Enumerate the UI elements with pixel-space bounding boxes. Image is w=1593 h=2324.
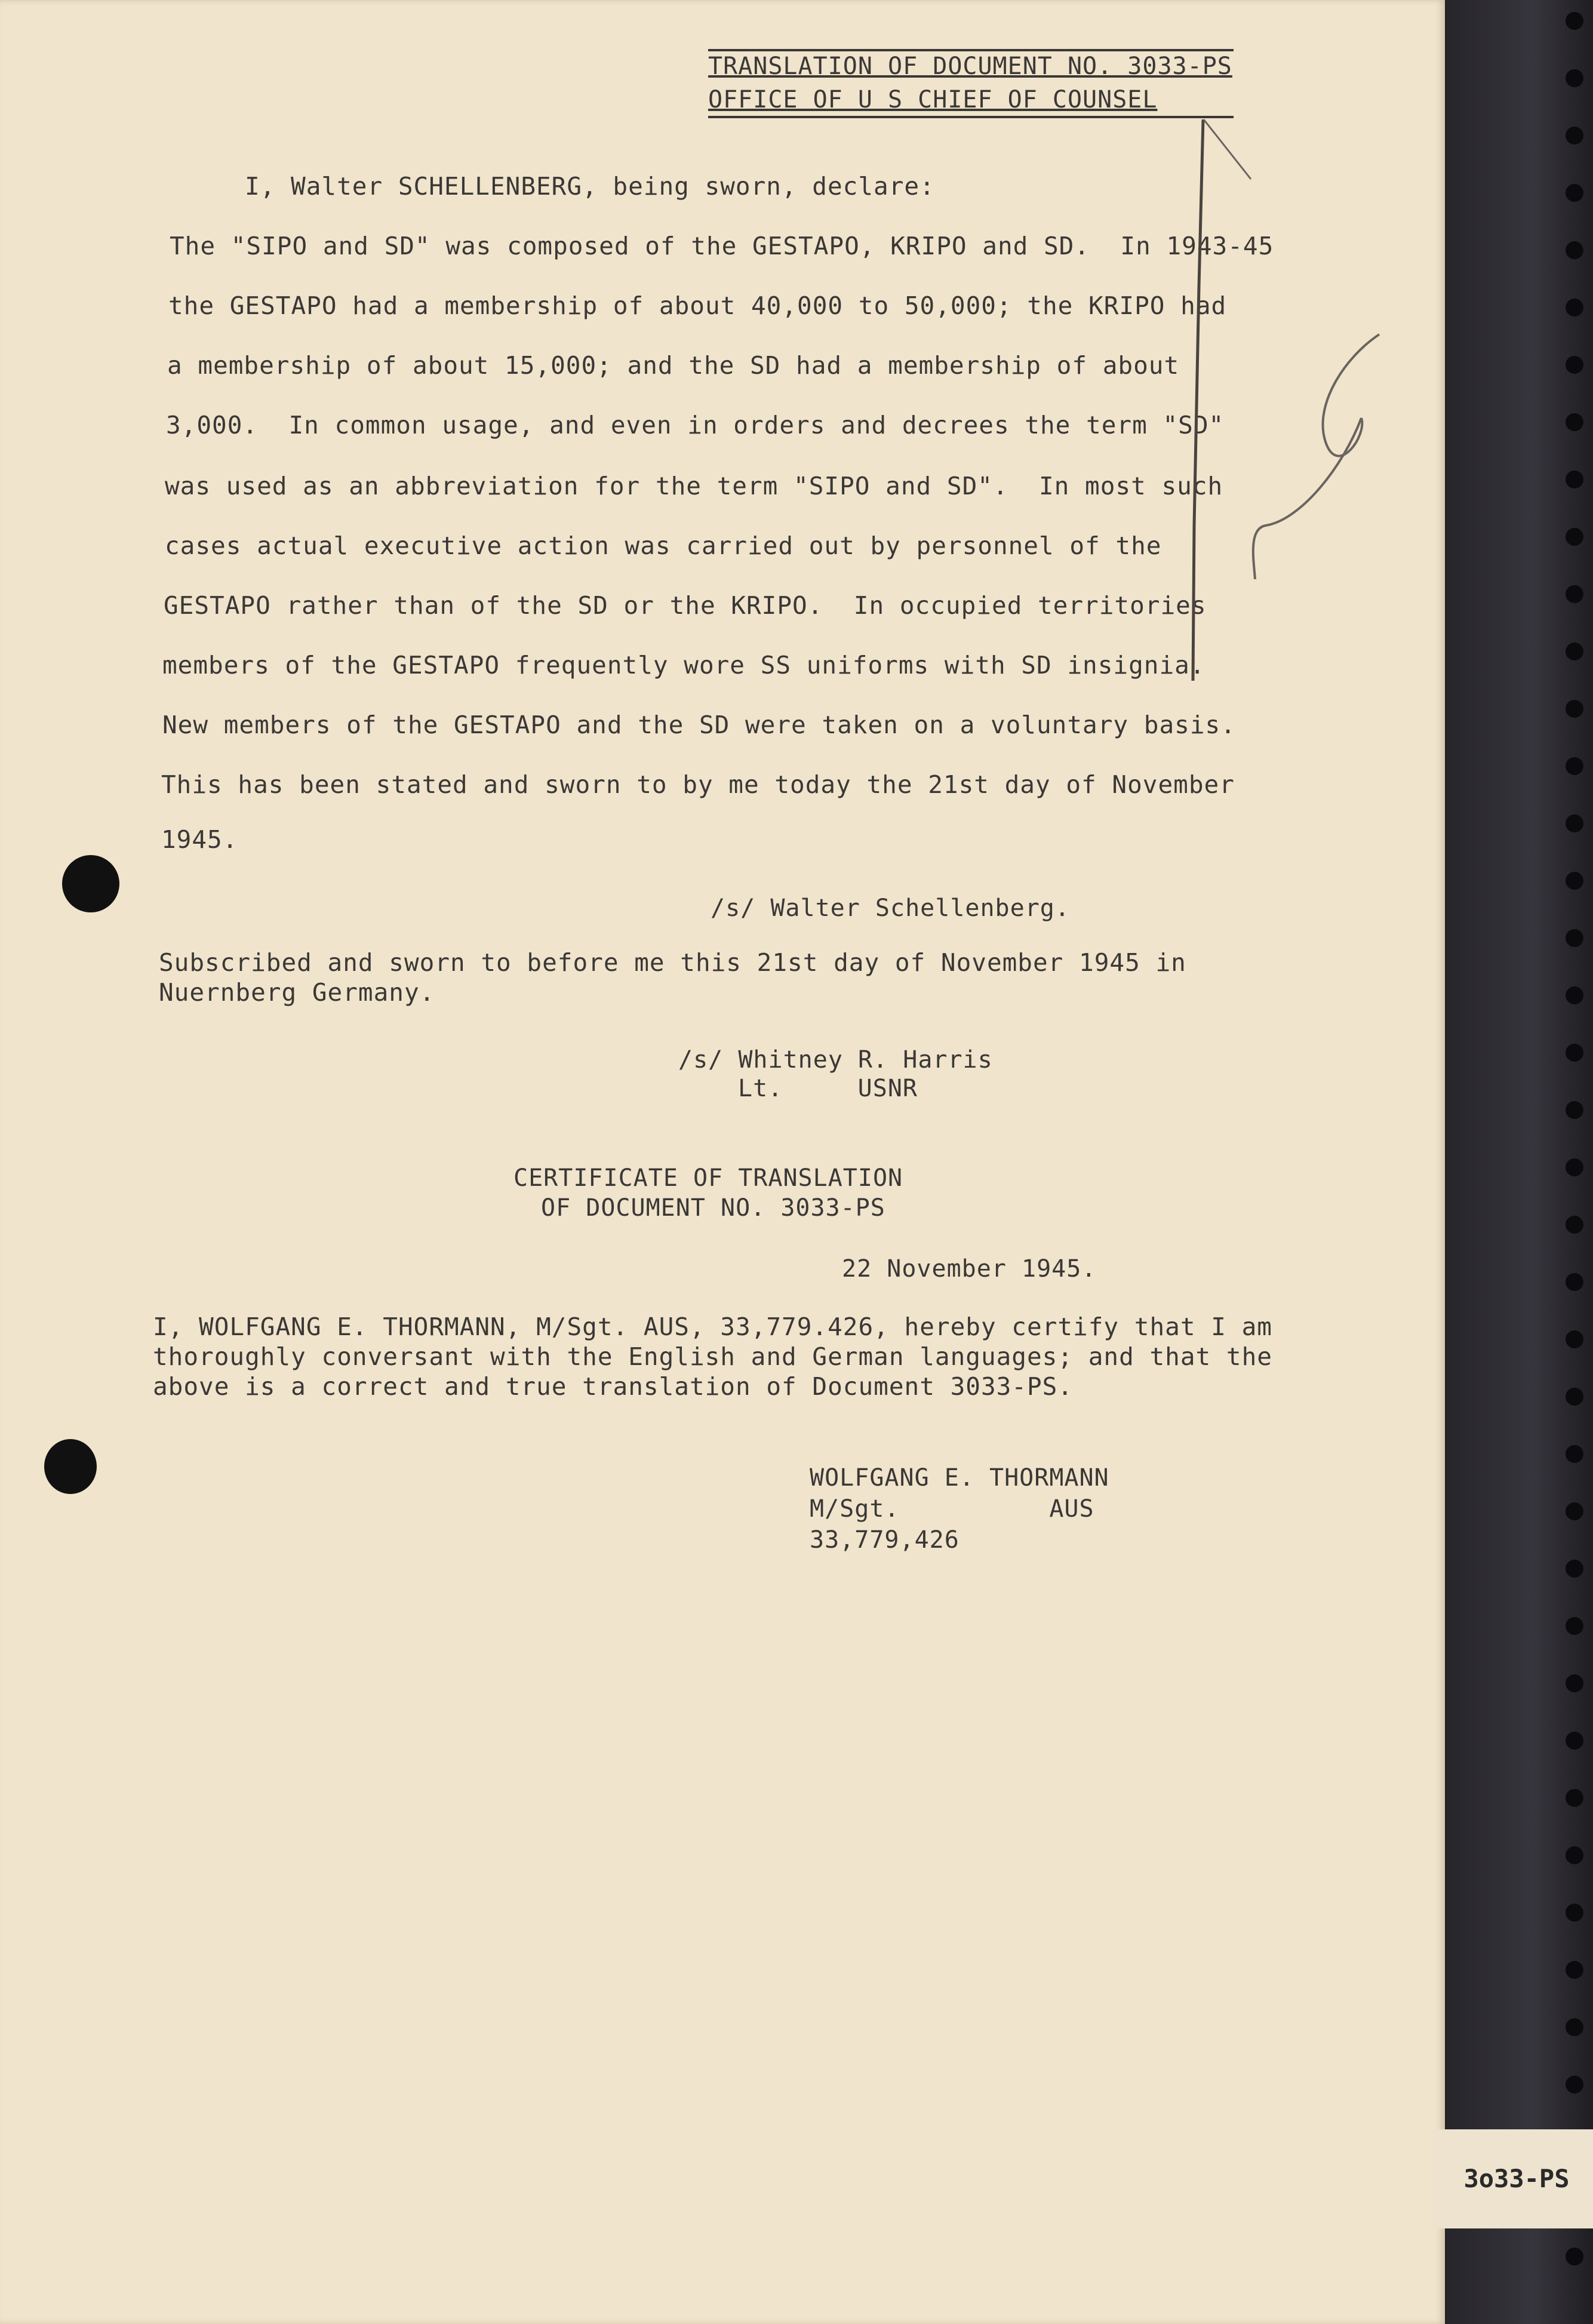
declaration-line: 1945. <box>161 825 238 854</box>
binder-hole <box>1566 1904 1583 1922</box>
header-rule-bottom <box>708 116 1234 118</box>
binder-hole <box>1566 1273 1583 1291</box>
translator-rank: M/Sgt. AUS <box>810 1495 1094 1523</box>
binder-hole <box>1566 1560 1583 1578</box>
certificate-title: CERTIFICATE OF TRANSLATION <box>513 1164 903 1192</box>
binder-hole <box>1566 1388 1583 1406</box>
binder-hole <box>1566 700 1583 718</box>
header-rule-top <box>708 49 1234 51</box>
binder-hole <box>1566 413 1583 431</box>
declaration-line: GESTAPO rather than of the SD or the KRIPO. In occupied territories <box>164 591 1207 620</box>
binder-hole <box>1566 184 1583 202</box>
binder-hole <box>1566 1789 1583 1807</box>
binder-hole <box>1566 528 1583 546</box>
translator-number: 33,779,426 <box>810 1526 960 1554</box>
oath-line-1: Subscribed and sworn to before me this 21st day of November 1945 in <box>159 948 1186 977</box>
binder-hole <box>1566 1617 1583 1635</box>
certificate-line: above is a correct and true translation of Document 3033-PS. <box>153 1372 1074 1401</box>
binder-hole <box>1566 1674 1583 1692</box>
certificate-line: thoroughly conversant with the English and German languages; and that the <box>153 1342 1272 1371</box>
binder-hole <box>1566 2018 1583 2036</box>
declaration-line: 3,000. In common usage, and even in orders and decrees the term "SD" <box>166 411 1225 439</box>
binder-hole <box>1566 1216 1583 1234</box>
certificate-line: I, WOLFGANG E. THORMANN, M/Sgt. AUS, 33,779.426, hereby certify that I am <box>153 1312 1272 1341</box>
binder-hole <box>1566 241 1583 259</box>
binder-hole <box>1566 1330 1583 1348</box>
binder-hole <box>1566 471 1583 488</box>
binder-hole <box>1566 1732 1583 1750</box>
binder-hole <box>1566 2248 1583 2265</box>
declaration-line: a membership of about 15,000; and the SD had a membership of about <box>167 351 1180 380</box>
header-line-1: TRANSLATION OF DOCUMENT NO. 3033-PS <box>708 53 1232 80</box>
certificate-subtitle: OF DOCUMENT NO. 3033-PS <box>541 1194 885 1222</box>
certificate-date: 22 November 1945. <box>842 1255 1097 1283</box>
declaration-line: members of the GESTAPO frequently wore SS uniforms with SD insignia. <box>162 651 1205 680</box>
binder-hole <box>1566 585 1583 603</box>
punch-hole <box>44 1439 97 1494</box>
declaration-line: New members of the GESTAPO and the SD were taken on a voluntary basis. <box>162 711 1236 739</box>
binder-hole <box>1566 356 1583 374</box>
declaration-line: was used as an abbreviation for the term "SIPO and SD". In most such <box>165 472 1223 500</box>
translator-name: WOLFGANG E. THORMANN <box>810 1464 1109 1492</box>
declaration-line: This has been stated and sworn to by me today the 21st day of November <box>161 770 1235 799</box>
binder-hole <box>1566 757 1583 775</box>
binder-hole <box>1566 127 1583 145</box>
witness-rank: Lt. USNR <box>738 1075 918 1102</box>
binder-hole <box>1566 929 1583 947</box>
oath-line-2: Nuernberg Germany. <box>159 978 435 1007</box>
binder-hole <box>1566 299 1583 316</box>
binder-hole <box>1566 1502 1583 1520</box>
binder-hole <box>1566 1101 1583 1119</box>
binder-hole <box>1566 814 1583 832</box>
declaration-line: cases actual executive action was carried out by personnel of the <box>165 531 1162 560</box>
binder-hole <box>1566 872 1583 890</box>
witness-signature: /s/ Whitney R. Harris <box>678 1046 993 1074</box>
binder-hole <box>1566 2076 1583 2094</box>
file-tab-label: 3o33-PS <box>1463 2164 1570 2193</box>
binder-hole <box>1566 1044 1583 1062</box>
binder-hole <box>1566 1445 1583 1463</box>
declaration-line: the GESTAPO had a membership of about 40,000 to 50,000; the KRIPO had <box>168 291 1227 320</box>
declaration-line: I, Walter SCHELLENBERG, being sworn, declare: <box>245 172 935 201</box>
margin-pencil-marks <box>1164 107 1391 800</box>
binder-hole <box>1566 1961 1583 1979</box>
binder-hole <box>1566 1158 1583 1176</box>
binder-hole <box>1566 69 1583 87</box>
punch-hole <box>62 855 119 912</box>
binder-hole <box>1566 643 1583 660</box>
declarant-signature: /s/ Walter Schellenberg. <box>711 894 1070 922</box>
binder-hole <box>1566 12 1583 30</box>
declaration-line: The "SIPO and SD" was composed of the GESTAPO, KRIPO and SD. In 1943-45 <box>170 232 1274 260</box>
header-line-2: OFFICE OF U S CHIEF OF COUNSEL <box>708 86 1158 113</box>
binder-hole <box>1566 986 1583 1004</box>
binder-hole <box>1566 1846 1583 1864</box>
